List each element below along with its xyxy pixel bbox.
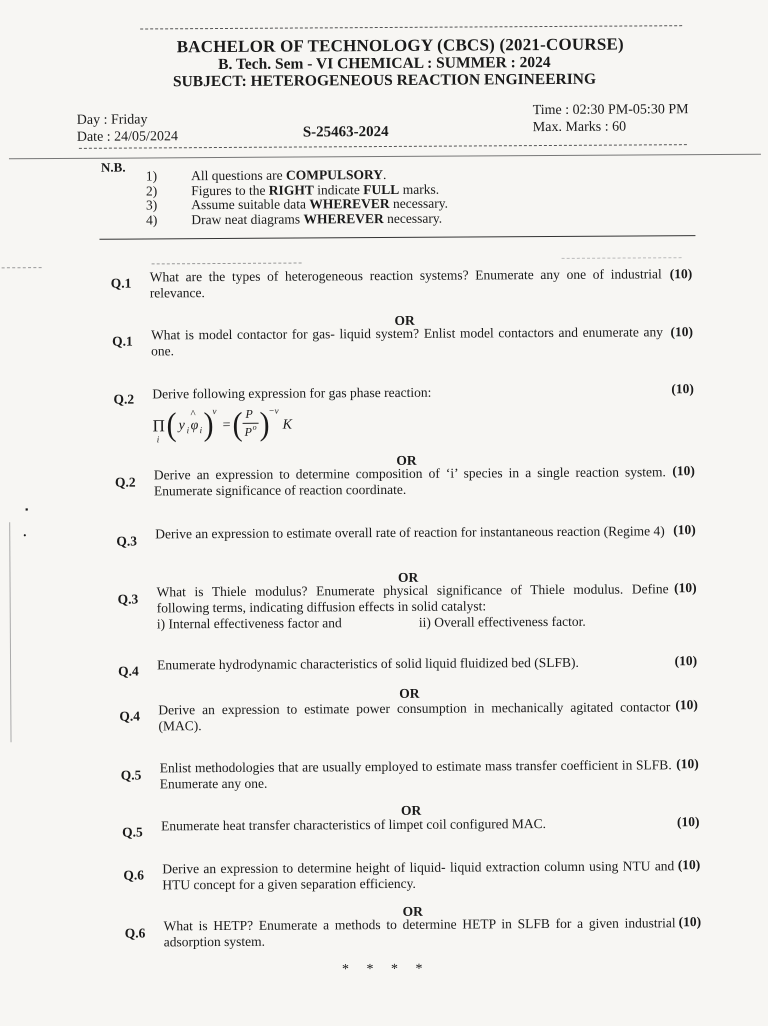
or-separator: OR <box>394 312 415 328</box>
question-text: What is HETP? Enumerate a methods to determine HETP in SLFB for a given industrial adsorption system. <box>163 915 676 950</box>
subpart-b: ii) Overall effectiveness factor. <box>418 613 586 630</box>
gas-phase-equation <box>152 406 302 447</box>
question-number: Q.4 <box>118 663 139 679</box>
eq-P0: P <box>244 424 253 439</box>
question-marks: (10) <box>669 266 693 282</box>
or-separator: OR <box>397 569 419 585</box>
nb-bottom-rule <box>99 235 695 240</box>
exam-date: Date : 24/05/2024 <box>76 129 178 145</box>
question-marks: (10) <box>674 580 697 596</box>
nb-number: 2) <box>145 183 158 199</box>
subpart-a: i) Internal effectiveness factor and <box>156 615 342 632</box>
question-marks: (10) <box>676 756 699 772</box>
question-number: Q.1 <box>110 275 132 291</box>
question-number: Q.2 <box>114 474 136 490</box>
question-text: Derive an expression to determine composition of ‘i’ species in a single reaction system. Enumerate significance of reaction coordinate. <box>153 464 666 499</box>
exam-program: B. Tech. Sem - VI CHEMICAL : SUMMER : 2024 <box>218 53 551 74</box>
or-separator: OR <box>399 685 420 701</box>
top-dashed-rule <box>140 25 682 29</box>
eq-y-sub: i <box>186 425 190 436</box>
nb-label: N.B. <box>100 159 126 175</box>
question-number: Q.4 <box>119 708 141 724</box>
nb-number: 4) <box>146 212 158 228</box>
left-paren: ( <box>166 406 177 443</box>
question-marks: (10) <box>671 381 694 397</box>
eq-equals: = <box>222 417 231 433</box>
header-long-rule <box>9 154 761 160</box>
eq-P0-sup: o <box>252 422 257 432</box>
question-marks: (10) <box>677 857 701 873</box>
end-marks: * * * * <box>341 961 423 978</box>
exam-code: S-25463-2024 <box>302 123 389 141</box>
question-number: Q.1 <box>112 333 133 349</box>
nb-instruction: Draw neat diagrams WHEREVER necessary. <box>191 210 443 228</box>
eq-neg-nu: −ν <box>268 405 279 416</box>
question-text: Derive an expression to determine height of liquid- liquid extraction column using NTU and HTU concept for a given separation efficiency. <box>162 858 675 893</box>
question-text: Enlist methodologies that are usually employed to estimate mass transfer coefficient in SLFB. Enumerate any one. <box>159 757 672 792</box>
eq-K: K <box>282 417 292 433</box>
exam-subject: SUBJECT: HETEROGENEOUS REACTION ENGINEERING <box>172 70 597 91</box>
question-text: Enumerate heat transfer characteristics of limpet coil configured MAC. <box>160 816 547 834</box>
or-separator: OR <box>396 452 417 468</box>
question-marks: (10) <box>678 914 702 930</box>
margin-dot: ▪ <box>25 504 29 515</box>
exam-max-marks: Max. Marks : 60 <box>532 119 627 136</box>
nb-instruction: All questions are COMPULSORY. <box>191 166 387 184</box>
nb-number: 3) <box>145 197 158 213</box>
nb-number: 1) <box>145 168 158 184</box>
question-number: Q.5 <box>120 767 142 783</box>
faint-dashed-rule-right <box>562 257 682 259</box>
question-marks: (10) <box>672 463 695 479</box>
question-text: What are the types of heterogeneous reaction systems? Enumerate any one of industrial relevance. <box>149 266 662 301</box>
question-number: Q.3 <box>117 591 139 607</box>
question-text: What is Thiele modulus? Enumerate physical significance of Thiele modulus. Define following terms, indicating diffusion effects in solid catalyst: i) Internal effectiveness factor and ii) Overall effectiveness factor. <box>156 581 669 632</box>
or-separator: OR <box>402 903 423 919</box>
question-subparts <box>157 613 669 632</box>
margin-dot: • <box>23 530 27 541</box>
right-paren-2: ) <box>259 406 270 443</box>
question-number: Q.6 <box>124 925 146 941</box>
question-text: Derive an expression to estimate overall rate of reaction for instantaneous reaction (Regime 4) <box>155 523 665 542</box>
product-index: i <box>156 434 160 445</box>
question-marks: (10) <box>673 522 696 538</box>
question-text: What is model contactor for gas- liquid system? Enlist model contactors and enumerate any one. <box>150 324 664 359</box>
or-separator: OR <box>400 802 422 818</box>
question-text: Enumerate hydrodynamic characteristics of solid liquid fluidized bed (SLFB). <box>157 654 579 673</box>
hat-mark: ^ <box>190 408 196 421</box>
faint-dashed-rule <box>152 263 302 265</box>
question-number: Q.6 <box>123 867 145 883</box>
eq-phi-sub: i <box>199 425 203 436</box>
question-text: Derive following expression for gas phase reaction: <box>152 384 432 402</box>
eq-y: y <box>178 418 185 434</box>
question-number: Q.5 <box>122 824 143 840</box>
margin-line <box>9 522 11 742</box>
question-text: Derive an expression to estimate power consumption in mechanically agitated contactor (MAC). <box>158 699 671 734</box>
question-marks: (10) <box>676 814 700 830</box>
question-marks: (10) <box>674 653 698 669</box>
question-marks: (10) <box>670 324 694 340</box>
margin-mark <box>2 267 42 268</box>
question-number: Q.3 <box>116 533 137 549</box>
eq-nu-exp: ν <box>212 406 217 417</box>
left-paren-2: ( <box>232 406 243 443</box>
nb-instruction: Assume suitable data WHEREVER necessary. <box>191 195 449 213</box>
right-paren: ) <box>203 406 214 443</box>
question-marks: (10) <box>675 697 698 713</box>
eq-P: P <box>245 406 253 421</box>
exam-title: BACHELOR OF TECHNOLOGY (CBCS) (2021-COURSE) <box>176 34 624 57</box>
exam-day: Day : Friday <box>76 112 148 128</box>
eq-phi: φ <box>190 418 199 434</box>
question-number: Q.2 <box>113 391 135 407</box>
exam-time: Time : 02:30 PM-05:30 PM <box>532 102 689 119</box>
product-symbol: Π <box>152 416 165 436</box>
nb-instruction: Figures to the RIGHT indicate FULL marks. <box>191 181 440 199</box>
